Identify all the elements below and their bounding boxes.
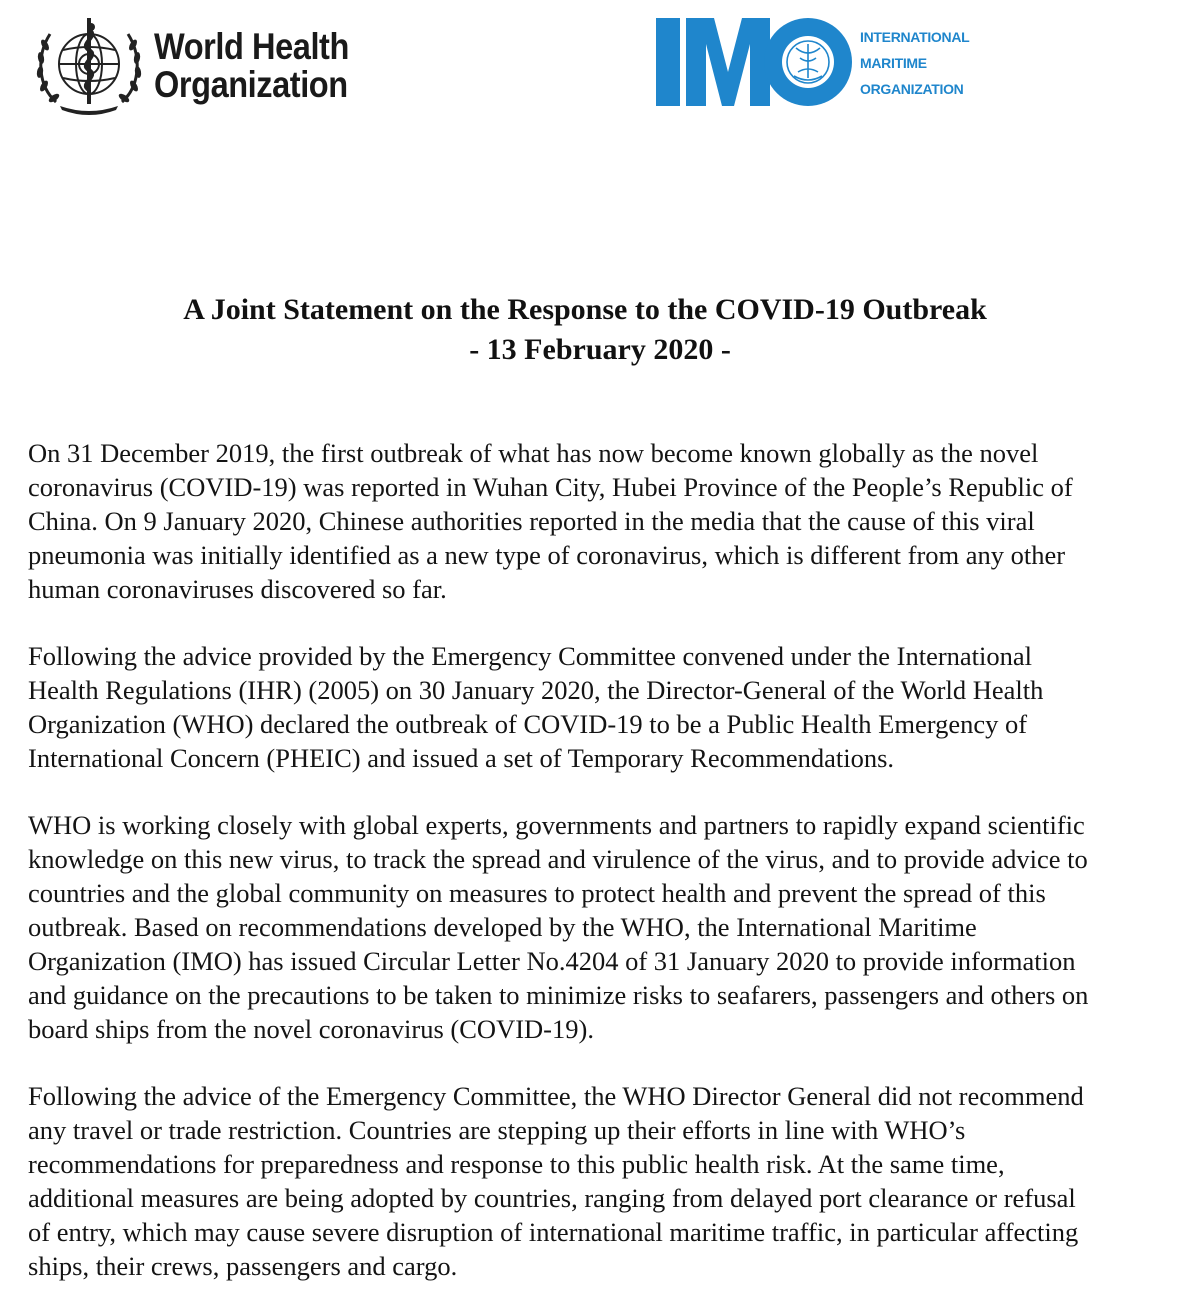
paragraph-line: additional measures are being adopted by countries, ranging from delayed port clearance or refusal xyxy=(28,1183,1076,1213)
statement-body xyxy=(28,436,1138,1316)
title-date: - 13 February 2020 - xyxy=(469,333,731,366)
paragraph-line: pneumonia was initially identified as a new type of coronavirus, which is different from any other xyxy=(28,540,1066,570)
paragraph-line: Organization (IMO) has issued Circular Letter No.4204 of 31 January 2020 to provide information xyxy=(28,946,1076,976)
paragraph-1 xyxy=(28,436,1138,606)
paragraph-line: knowledge on this new virus, to track the spread and virulence of the virus, and to provide advice to xyxy=(28,844,1088,874)
paragraph-line: International Concern (PHEIC) and issued a set of Temporary Recommendations. xyxy=(28,743,895,773)
paragraph-2 xyxy=(28,639,1138,775)
who-name-line1: World Health xyxy=(154,26,349,67)
statement-title xyxy=(0,290,1200,370)
paragraph-line: human coronaviruses discovered so far. xyxy=(28,574,447,604)
paragraph-line: any travel or trade restriction. Countries are stepping up their efforts in line with WHO’s xyxy=(28,1115,966,1145)
paragraph-line: Following the advice of the Emergency Committee, the WHO Director General did not recommend xyxy=(28,1081,1084,1111)
imo-name-line3: ORGANIZATION xyxy=(860,81,964,97)
who-name-line2: Organization xyxy=(154,64,348,105)
imo-wordmark xyxy=(860,24,969,102)
imo-name-line2: MARITIME xyxy=(860,55,927,71)
imo-name-line1: INTERNATIONAL xyxy=(860,29,970,45)
paragraph-line: On 31 December 2019, the first outbreak of what has now become known globally as the novel xyxy=(28,438,1039,468)
paragraph-line: coronavirus (COVID-19) was reported in Wuhan City, Hubei Province of the People’s Republic of xyxy=(28,472,1073,502)
paragraph-line: board ships from the novel coronavirus (COVID-19). xyxy=(28,1014,594,1044)
paragraph-line: ships, their crews, passengers and cargo. xyxy=(28,1251,458,1281)
paragraph-line: recommendations for preparedness and response to this public health risk. At the same time, xyxy=(28,1149,1005,1179)
paragraph-line: WHO is working closely with global experts, governments and partners to rapidly expand scientific xyxy=(28,810,1085,840)
un-who-emblem-icon xyxy=(30,12,148,120)
paragraph-4 xyxy=(28,1079,1138,1283)
imo-logo xyxy=(654,14,969,110)
paragraph-line: Health Regulations (IHR) (2005) on 30 January 2020, the Director-General of the World Health xyxy=(28,675,1044,705)
letterhead xyxy=(0,0,1200,130)
paragraph-line: China. On 9 January 2020, Chinese authorities reported in the media that the cause of this viral xyxy=(28,506,1035,536)
title-heading: A Joint Statement on the Response to the COVID-19 Outbreak xyxy=(183,293,987,326)
paragraph-line: Following the advice provided by the Emergency Committee convened under the International xyxy=(28,641,1033,671)
who-wordmark xyxy=(154,28,349,104)
paragraph-line: countries and the global community on measures to protect health and prevent the spread of this xyxy=(28,878,1046,908)
paragraph-3 xyxy=(28,808,1138,1046)
paragraph-line: Organization (WHO) declared the outbreak of COVID-19 to be a Public Health Emergency of xyxy=(28,709,1028,739)
paragraph-line: outbreak. Based on recommendations developed by the WHO, the International Maritime xyxy=(28,912,977,942)
paragraph-line: and guidance on the precautions to be taken to minimize risks to seafarers, passengers and others on xyxy=(28,980,1089,1010)
paragraph-line: of entry, which may cause severe disruption of international maritime traffic, in particular affecting xyxy=(28,1217,1079,1247)
who-logo xyxy=(30,12,376,120)
imo-mark xyxy=(654,14,854,110)
